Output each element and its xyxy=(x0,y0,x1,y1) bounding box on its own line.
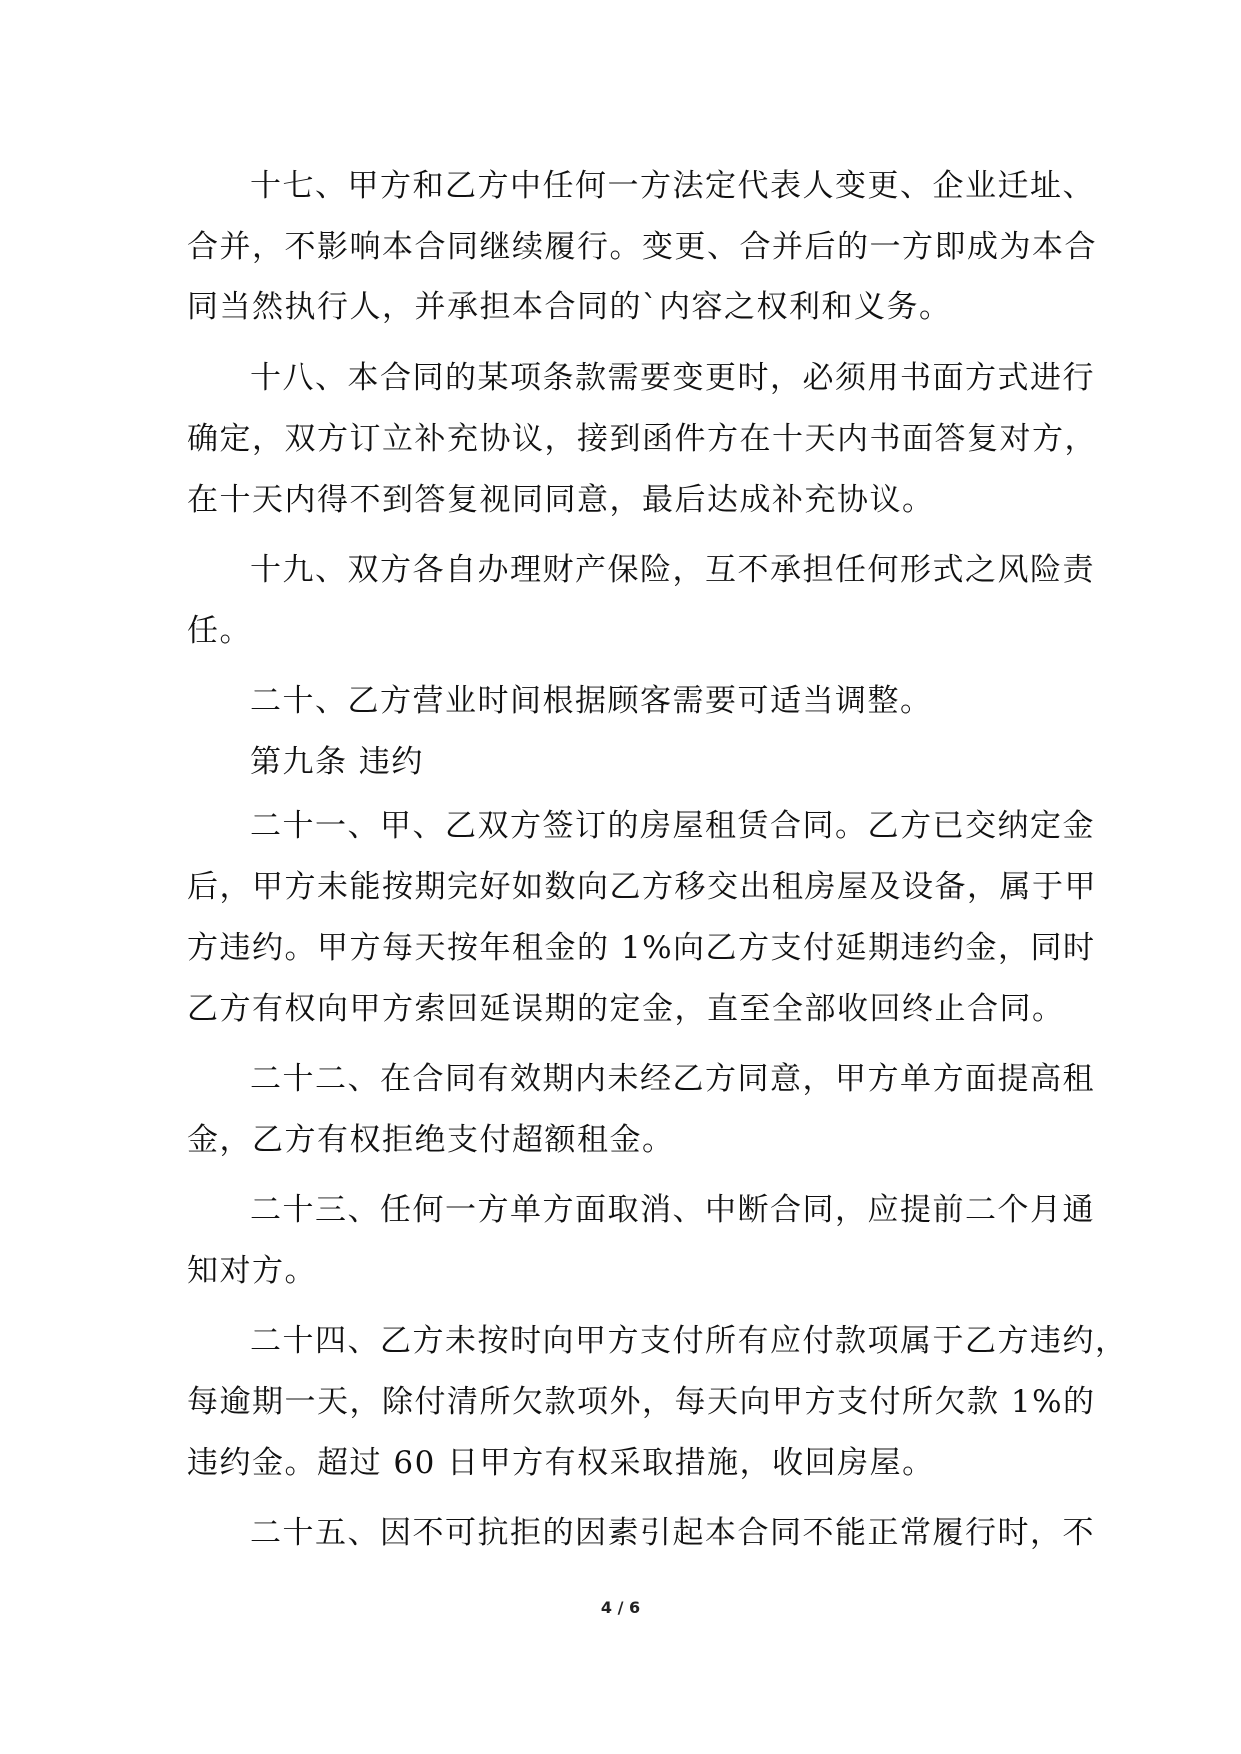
text-line: 在十天内得不到答复视同同意，最后达成补充协议。 xyxy=(187,482,935,518)
text-line: 每逾期一天，除付清所欠款项外，每天向甲方支付所欠款 1%的 xyxy=(187,1384,1096,1420)
text-line: 二十三、任何一方单方面取消、中断合同，应提前二个月通 xyxy=(250,1192,1095,1228)
text-line: 十七、甲方和乙方中任何一方法定代表人变更、企业迁址、 xyxy=(250,168,1095,204)
text-line: 合并，不影响本合同继续履行。变更、合并后的一方即成为本合 xyxy=(187,229,1097,265)
text-line: 二十五、因不可抗拒的因素引起本合同不能正常履行时，不 xyxy=(250,1515,1095,1551)
text-line: 二十、乙方营业时间根据顾客需要可适当调整。 xyxy=(250,683,933,719)
text-line: 方违约。甲方每天按年租金的 1%向乙方支付延期违约金，同时 xyxy=(187,930,1096,966)
text-line: 违约金。超过 60 日甲方有权采取措施，收回房屋。 xyxy=(187,1445,935,1481)
text-line: 十九、双方各自办理财产保险，互不承担任何形式之风险责 xyxy=(250,552,1095,588)
text-line: 二十四、乙方未按时向甲方支付所有应付款项属于乙方违约， xyxy=(250,1323,1128,1359)
text-line: 金，乙方有权拒绝支付超额租金。 xyxy=(187,1122,675,1158)
text-line: 确定，双方订立补充协议，接到函件方在十天内书面答复对方， xyxy=(187,421,1097,457)
text-line: 任。 xyxy=(187,613,252,649)
section-heading: 第九条 违约 xyxy=(250,744,424,780)
text-line: 同当然执行人，并承担本合同的`内容之权利和义务。 xyxy=(187,289,952,325)
text-line: 十八、本合同的某项条款需要变更时，必须用书面方式进行 xyxy=(250,360,1095,396)
text-line: 乙方有权向甲方索回延误期的定金，直至全部收回终止合同。 xyxy=(187,991,1065,1027)
text-line: 二十二、在合同有效期内未经乙方同意，甲方单方面提高租 xyxy=(250,1061,1095,1097)
text-line: 知对方。 xyxy=(187,1253,317,1289)
text-line: 后，甲方未能按期完好如数向乙方移交出租房屋及设备，属于甲 xyxy=(187,869,1097,905)
page-number: 4 / 6 xyxy=(600,1598,641,1617)
text-line: 二十一、甲、乙双方签订的房屋租赁合同。乙方已交纳定金 xyxy=(250,808,1095,844)
